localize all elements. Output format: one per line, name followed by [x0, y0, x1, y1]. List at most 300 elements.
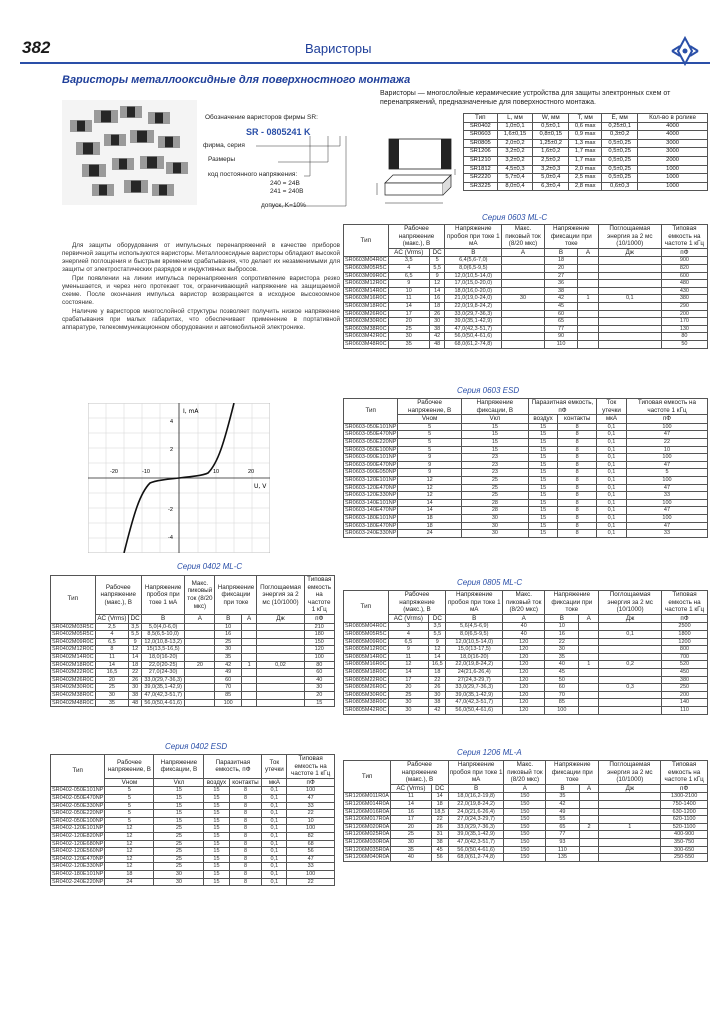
table-cell: 8: [558, 499, 597, 507]
table-cell: 15: [304, 699, 334, 707]
table-cell: [241, 623, 257, 631]
table-cell: 4: [388, 630, 429, 638]
sub-header: В: [545, 614, 579, 623]
table-cell: SR1206M011R0A: [345, 793, 389, 800]
table-cell: 12: [398, 476, 462, 484]
table-cell: [599, 691, 662, 699]
table-cell: 26: [431, 823, 448, 831]
table-cell: SR1210: [464, 156, 498, 165]
table-cell: 31: [431, 831, 448, 839]
table-cell: 0,1: [262, 840, 287, 848]
table-cell: 15: [528, 438, 558, 446]
table-row: [344, 691, 708, 699]
table-cell: 68,0(61,2-74,8): [445, 340, 502, 348]
table-cell: 350-750: [661, 838, 708, 846]
table-row: [464, 148, 708, 157]
table-cell: 100: [626, 454, 707, 462]
table-cell: [185, 669, 215, 677]
table-cell: 15: [528, 446, 558, 454]
table-cell: 15: [154, 802, 204, 810]
table-cell: 56: [431, 854, 448, 862]
sub-header: В: [544, 248, 577, 257]
table-cell: 0,9 max: [569, 131, 602, 140]
table-cell: [578, 325, 598, 333]
table-row: [51, 863, 335, 871]
table-cell: 120: [502, 661, 544, 669]
table-cell: 18: [544, 257, 577, 265]
table-cell: 100: [545, 706, 579, 714]
code-line-tolerance: допуск, K=10%: [261, 202, 306, 209]
sub-header: В: [141, 614, 184, 623]
table-cell: [598, 333, 661, 341]
varistor-chips-photo: [62, 100, 197, 205]
table-row: [344, 838, 708, 846]
table-cell: 0,1: [262, 855, 287, 863]
table-cell: 9: [429, 638, 446, 646]
col-header: Напряжение фиксации при токе: [215, 576, 257, 615]
table-cell: [579, 808, 599, 816]
code-line-241: 241 = 240В: [270, 188, 304, 195]
table-row: [464, 156, 708, 165]
table-row: [344, 446, 708, 454]
table-cell: 750-1400: [661, 800, 708, 808]
header-row: [344, 761, 708, 785]
table-row: [344, 706, 708, 714]
table-cell: SR0402-120E680NP: [52, 840, 104, 847]
table-cell: 93: [546, 838, 579, 846]
table-cell: 0,1: [597, 530, 627, 538]
chip-terminal: [173, 136, 180, 148]
table-cell: 0,6±0,3: [602, 182, 638, 191]
table-cell: [599, 854, 661, 862]
tick-label: -2: [168, 507, 173, 513]
table-cell: 8: [229, 832, 262, 840]
table-cell: 5: [105, 810, 154, 818]
table-cell: 15: [528, 461, 558, 469]
table-cell: 1: [579, 661, 599, 669]
table-cell: 49: [546, 808, 579, 816]
table-row: [344, 630, 708, 638]
col-header: Типовая емкость на частоте 1 кГц: [661, 761, 708, 785]
col-header: Поглощаемая энергия за 2 мс (10/1000): [599, 761, 661, 785]
table-cell: 20: [304, 691, 334, 699]
table-cell: [599, 668, 662, 676]
table-cell: 9: [398, 454, 462, 462]
table-cell: 16,5: [95, 669, 129, 677]
table-cell: 22: [626, 438, 707, 446]
table-cell: 35: [95, 699, 129, 707]
table-cell: SR0402M38R0C: [52, 691, 94, 698]
table-cell: [257, 631, 304, 639]
table-cell: 100: [287, 825, 335, 833]
table-cell: 20: [388, 684, 429, 692]
table-cell: 8: [229, 878, 262, 886]
chip-terminal: [158, 136, 165, 148]
code-line-240: 240 = 24В: [270, 180, 300, 187]
table-cell: 28: [461, 499, 528, 507]
table-cell: SR0402: [464, 122, 498, 131]
header-row: [51, 755, 335, 779]
paragraph: Для защиты оборудования от импульсных перенапряжений в качестве приборов первичной защиты используются варисторы. Металлооксидные варисторы обладают высокой энергией поглощения и быстрым временем срабатывания, что делает их незаменимыми для защиты от электростатических разрядов и индуктивных выбросов.: [62, 242, 340, 273]
table-cell: 47: [626, 461, 707, 469]
table-cell: [185, 631, 215, 639]
table-cell: SR0805M18R0C: [345, 668, 387, 675]
table-cell: 20: [185, 661, 215, 669]
table-cell: SR1206M020R0A: [345, 823, 390, 830]
table-cell: 480: [661, 280, 707, 288]
table-cell: 100: [626, 514, 707, 522]
table-cell: [502, 264, 545, 272]
table-cell: 0,8±0,15: [533, 131, 569, 140]
table-cell: 33,0(29,7-36,3): [445, 310, 502, 318]
table-cell: SR0402-120E820NP: [52, 832, 104, 839]
table-row: [344, 295, 708, 303]
table-cell: [257, 699, 304, 707]
table-cell: 0,1: [262, 802, 287, 810]
table-cell: 18: [429, 668, 446, 676]
table-cell: 15: [461, 431, 528, 439]
table-cell: 8: [229, 825, 262, 833]
table-cell: [257, 638, 304, 646]
table-cell: 180: [304, 631, 334, 639]
table-cell: SR1206M016R0A: [345, 808, 390, 815]
table-cell: 40: [391, 854, 431, 862]
table-cell: 9: [429, 272, 445, 280]
table-row: [344, 800, 708, 808]
table-cell: [579, 653, 599, 661]
table-cell: 0,1: [262, 810, 287, 818]
table-cell: 77: [544, 325, 577, 333]
table-cell: 0,5±0,1: [533, 122, 569, 131]
table-cell: 23: [461, 454, 528, 462]
table-cell: 25: [154, 848, 204, 856]
table-cell: 0,1: [597, 522, 627, 530]
table-row: [344, 522, 708, 530]
table-cell: 5: [398, 423, 462, 431]
header-row: [344, 399, 708, 415]
table-cell: 16: [215, 631, 241, 639]
table-cell: 8: [558, 507, 597, 515]
table-cell: SR0805M22R0C: [345, 676, 387, 683]
table-cell: [185, 646, 215, 654]
table-cell: 18,0(16-20): [446, 653, 503, 661]
col-header: Паразитная емкость, пФ: [528, 399, 596, 415]
sub-header: DC: [431, 784, 448, 793]
col-header: Рабочее напряжение, В: [105, 755, 154, 779]
table-cell: SR0603M04R0C: [345, 257, 387, 264]
table-cell: 2,8 max: [569, 182, 602, 191]
table-cell: 2,0±0,2: [497, 139, 533, 148]
table-cell: SR0402M30R0C: [52, 684, 94, 691]
sub-header: Vном: [105, 778, 154, 787]
table-cell: 15: [204, 863, 229, 871]
table-cell: 42: [429, 333, 445, 341]
table-cell: 14: [431, 793, 448, 801]
table-cell: [579, 800, 599, 808]
table-cell: 22,0(19,8-24,2): [448, 800, 504, 808]
table-cell: SR1206M017R0A: [345, 816, 390, 823]
tick-label: -20: [110, 469, 118, 475]
table-cell: 33: [626, 530, 707, 538]
table-cell: [257, 684, 304, 692]
table-cell: 18: [105, 870, 154, 878]
table-cell: 42: [546, 800, 579, 808]
table-cell: 12,0(10,5-14,0): [446, 638, 503, 646]
table-cell: 10: [545, 623, 579, 631]
table-cell: 30: [545, 646, 579, 654]
table-cell: SR0603: [464, 131, 498, 140]
table-cell: 0,1: [597, 492, 627, 500]
table-cell: SR1206M030R0A: [345, 838, 390, 845]
table-body: [51, 787, 335, 886]
table-cell: 90: [544, 333, 577, 341]
table-cell: SR0603-050E101NP: [345, 423, 397, 430]
table-cell: [578, 333, 598, 341]
paragraph: Наличие у варисторов многослойной структуры позволяет получить низкое напряжение срабатывания при малых габаритах, что обеспечивает применение в портативной аппаратуре, телекоммуникационном оборудовании и автомобильной электронике.: [62, 308, 340, 331]
col-header: Напряжение пробоя при токе 1 мА: [449, 761, 503, 784]
graph-x-label: U, V: [254, 483, 267, 490]
table-cell: 8: [229, 817, 262, 825]
table-cell: 17,0(15,0-20,0): [445, 280, 502, 288]
caption-0805-mlc: Серия 0805 ML-C: [457, 578, 523, 587]
chip-terminal: [163, 112, 170, 124]
table-cell: 3: [388, 623, 429, 631]
table-cell: 15: [461, 438, 528, 446]
table-cell: [185, 638, 215, 646]
table-cell: 120: [502, 684, 544, 692]
table-cell: 15: [528, 469, 558, 477]
table-cell: 56,0(50,4-61,6): [141, 699, 184, 707]
table-cell: [598, 325, 661, 333]
table-cell: [599, 846, 661, 854]
table-cell: 22,0(19,8-24,2): [445, 302, 502, 310]
table-cell: 33: [626, 492, 707, 500]
table-cell: SR0402-050E220NP: [52, 810, 104, 817]
table-cell: 5: [429, 257, 445, 265]
table-cell: 250: [662, 684, 708, 692]
table-cell: 30: [388, 699, 429, 707]
table-cell: 10: [388, 287, 429, 295]
table-row: [51, 661, 335, 669]
table-cell: 40: [502, 623, 544, 631]
table-cell: [185, 691, 215, 699]
section-title: Варисторы металлооксидные для поверхностного монтажа: [62, 74, 411, 86]
table-cell: 0,3±0,2: [602, 131, 638, 140]
table-cell: 100: [626, 499, 707, 507]
table-cell: SR2220: [464, 174, 498, 183]
table-cell: 20: [391, 823, 431, 831]
chip-image: [92, 184, 114, 196]
code-caption: Обозначение варисторов фирмы SR:: [205, 114, 318, 121]
table-cell: 15,0(13-17,5): [446, 646, 503, 654]
tick-label: 10: [213, 469, 220, 475]
sub-header: DC: [130, 614, 140, 622]
table-cell: SR0805M16R0C: [345, 661, 387, 668]
sub-header: В: [546, 784, 579, 793]
table-cell: 16: [545, 630, 579, 638]
table-row: [344, 823, 708, 831]
table-body: [51, 623, 335, 707]
table-cell: [241, 631, 257, 639]
table-cell: [185, 699, 215, 707]
table-cell: [241, 638, 257, 646]
table-row: [344, 846, 708, 854]
table-row: [344, 684, 708, 692]
table-cell: 15: [461, 423, 528, 431]
code-line-size: Размеры: [208, 156, 236, 163]
table-header: [344, 591, 708, 623]
table-cell: 12,0(10,8-13,2): [141, 638, 184, 646]
table-cell: 100: [304, 653, 334, 661]
table-cell: 120: [502, 706, 544, 714]
table-cell: 3,5: [129, 623, 142, 631]
table-cell: 14: [388, 302, 429, 310]
table-row: [344, 272, 708, 280]
chip-terminal: [119, 134, 126, 146]
table-cell: 25: [388, 691, 429, 699]
table-cell: 48: [429, 340, 445, 348]
table-cell: 8,5(6,5-10,0): [141, 631, 184, 639]
table-cell: SR0805M38R0C: [345, 699, 387, 706]
table-cell: 42: [544, 295, 577, 303]
table-cell: 8: [229, 870, 262, 878]
table-cell: [598, 264, 661, 272]
table-cell: 0,1: [597, 438, 627, 446]
table-row: [344, 514, 708, 522]
table-cell: 30: [461, 514, 528, 522]
chip-image: [166, 162, 188, 174]
table-row: [344, 431, 708, 439]
table-cell: 8: [558, 514, 597, 522]
table-cell: 48: [129, 699, 142, 707]
table-cell: 0,1: [597, 431, 627, 439]
page-number: 382: [22, 38, 51, 57]
table-cell: SR0603-090E470NP: [345, 461, 397, 468]
table-cell: 24(21,6-26,4): [446, 668, 503, 676]
table-cell: 0,1: [597, 476, 627, 484]
table-cell: 25: [391, 831, 431, 839]
table-cell: SR0402-050E100NP: [52, 817, 104, 824]
table-cell: [241, 684, 257, 692]
table-cell: 5: [105, 802, 154, 810]
table-cell: 1200: [662, 638, 708, 646]
table-cell: 2,5±0,2: [533, 156, 569, 165]
col-header: Рабочее напряжение, В: [398, 399, 462, 415]
table-cell: SR0402-120E560NP: [52, 848, 104, 855]
table-cell: 11: [388, 653, 429, 661]
table-cell: 110: [546, 846, 579, 854]
table-cell: 22: [287, 810, 335, 818]
table-cell: 1,6±0,15: [497, 131, 533, 140]
table-cell: 15: [154, 787, 204, 795]
table-cell: [257, 691, 304, 699]
table-cell: 15: [528, 522, 558, 530]
table-cell: 60: [545, 684, 579, 692]
table-cell: [241, 646, 257, 654]
chip-terminal: [181, 162, 188, 174]
sub-header: мкА: [262, 778, 287, 787]
col-header: Напряжение пробоя при токе 1 мА: [446, 225, 500, 248]
table-cell: 1,0±0,1: [497, 122, 533, 131]
table-cell: 8: [558, 476, 597, 484]
col-header: Тип: [51, 755, 105, 787]
table-cell: [599, 638, 662, 646]
table-cell: 33,0(29,7-36,3): [448, 823, 504, 831]
table-cell: 1,7 max: [569, 148, 602, 157]
table-cell: [598, 287, 661, 295]
table-cell: SR0805: [464, 139, 498, 148]
table-cell: 30: [461, 522, 528, 530]
table-cell: 0,02: [257, 661, 304, 669]
table-cell: 35: [388, 340, 429, 348]
table-cell: 170: [661, 318, 707, 326]
table-cell: SR0805M09R0C: [345, 638, 387, 645]
table-row: [344, 668, 708, 676]
table-cell: 12: [105, 840, 154, 848]
table-cell: 150: [504, 831, 546, 839]
table-cell: SR0603-050E470NP: [345, 431, 397, 438]
table-cell: 85: [215, 691, 241, 699]
table-cell: SR0805M12R0C: [345, 646, 387, 653]
chip-terminal: [124, 180, 131, 193]
table-cell: [579, 699, 599, 707]
table-cell: SR0603-090E050NP: [345, 469, 397, 476]
table-cell: 700: [662, 653, 708, 661]
table-cell: [578, 310, 598, 318]
table-cell: 14: [129, 653, 142, 661]
table-cell: SR0603-140E101NP: [345, 499, 397, 506]
table-cell: SR0402M26R0C: [52, 676, 94, 683]
table-cell: 820: [661, 264, 707, 272]
table-cell: 70: [215, 684, 241, 692]
chip-terminal: [148, 112, 155, 124]
series-0805-mlc-table: [343, 590, 708, 715]
chip-terminal: [167, 184, 174, 196]
table-cell: 12: [105, 848, 154, 856]
series-0402-mlc-table: [50, 575, 335, 707]
table-row: [51, 810, 335, 818]
col-header: Напряжение фиксации при токе: [546, 761, 599, 785]
table-cell: 18,0(16-20): [141, 653, 184, 661]
table-cell: SR0603-050E220NP: [345, 438, 397, 445]
table-cell: 8: [558, 484, 597, 492]
chip-image: [158, 136, 180, 148]
table-cell: 18: [429, 302, 445, 310]
table-cell: 0,5±0,25: [602, 148, 638, 157]
table-cell: 40: [502, 630, 544, 638]
table-cell: 0,1: [262, 832, 287, 840]
table-header: [344, 761, 708, 793]
table-cell: 27,0(24-30): [141, 669, 184, 677]
table-cell: 15: [154, 817, 204, 825]
table-cell: 150: [504, 800, 546, 808]
tick-label: 4: [170, 419, 174, 425]
table-cell: 380: [661, 295, 707, 303]
table-cell: 12: [398, 492, 462, 500]
chip-image: [104, 134, 126, 146]
table-cell: 0,1: [597, 514, 627, 522]
table-cell: 3,5: [388, 257, 429, 265]
table-row: [344, 793, 708, 801]
table-cell: [579, 646, 599, 654]
table-cell: SR0603-180E470NP: [345, 522, 397, 529]
table-cell: [578, 264, 598, 272]
table-cell: 0,1: [262, 870, 287, 878]
table-cell: 15: [528, 514, 558, 522]
table-cell: 8: [229, 810, 262, 818]
table-cell: 2,5: [95, 623, 129, 631]
table-row: [344, 438, 708, 446]
